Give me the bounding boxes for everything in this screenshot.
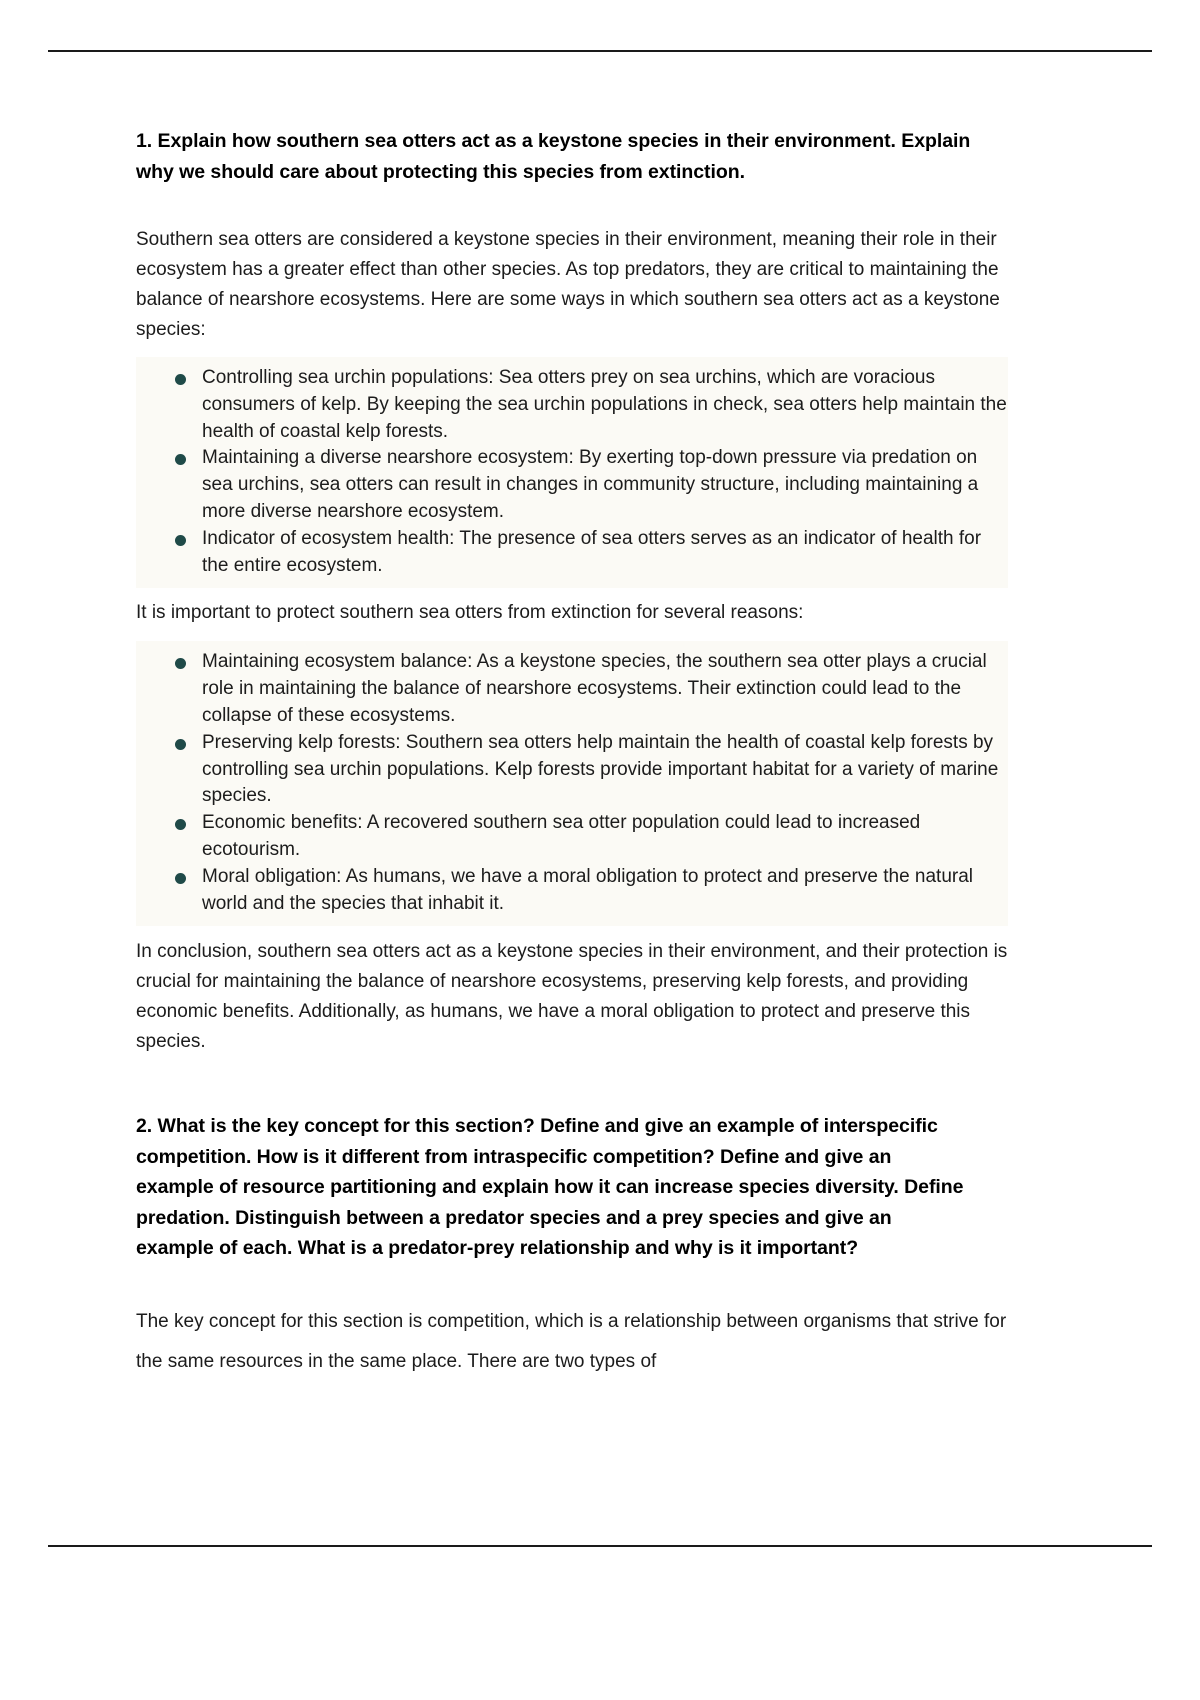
- protection-reasons-list: [136, 649, 1008, 917]
- spacer: [136, 187, 1012, 225]
- question-1-intro-paragraph: Southern sea otters are considered a keystone species in their environment, meaning their role in their ecosystem has a greater effect than other species. As top predators, they are critical to maintaining the balance of nearshore ecosystems. Here are some ways in which southern sea otters act as a keystone species:: [136, 229, 1000, 340]
- document-content: [136, 126, 1012, 1382]
- list-item-label: Moral obligation: As humans, we have a moral obligation to protect and preserve the natural world and the species that inhabit it.: [202, 865, 974, 914]
- list-item: [172, 445, 1008, 525]
- list-item-label: Indicator of ecosystem health: The presence of sea otters serves as an indicator of health for the entire ecosystem.: [202, 527, 982, 576]
- keystone-roles-list: [136, 365, 1008, 579]
- bullet-dot-icon: [175, 658, 186, 669]
- bullet-dot-icon: [175, 873, 186, 884]
- spacer: [136, 1264, 1012, 1302]
- list-item-label: Economic benefits: A recovered southern sea otter population could lead to increased ecotourism.: [202, 812, 921, 860]
- list-item: [172, 810, 1008, 864]
- question-1-heading: 1. Explain how southern sea otters act as a keystone species in their environment. Explain why we should care about protecting this species from extinction.: [136, 130, 971, 183]
- question-1-conclusion-paragraph: In conclusion, southern sea otters act as a keystone species in their environment, and their protection is crucial for maintaining the balance of nearshore ecosystems, preserving kelp forests, and providing economic benefits. Additionally, as humans, we have a moral obligation to protect and preserve this species.: [136, 941, 1008, 1053]
- bullet-dot-icon: [175, 819, 186, 830]
- list-item: [172, 649, 1008, 729]
- spacer: [136, 1057, 1012, 1111]
- list-item-label: Maintaining ecosystem balance: As a keystone species, the southern sea otter plays a crucial role in maintaining the balance of nearshore ecosystems. Their extinction could lead to the collapse of these ecosystems.: [202, 651, 987, 726]
- list-item: [172, 365, 1008, 445]
- list-item: [172, 864, 1008, 918]
- keystone-roles-bullet-block: [136, 357, 1008, 588]
- list-item-label: Preserving kelp forests: Southern sea otters help maintain the health of coastal kelp forests by controlling sea urchin populations. Kelp forests provide important habitat for a variety of marine species.: [202, 731, 999, 807]
- list-item-label: Controlling sea urchin populations: Sea otters prey on sea urchins, which are voracious consumers of kelp. By keeping the sea urchin populations in check, sea otters help maintain the health of coastal kelp forests.: [202, 367, 1007, 442]
- question-2-paragraph: The key concept for this section is competition, which is a relationship between organisms that strive for the same resources in the same place. There are two types of: [136, 1310, 1007, 1372]
- page-bottom-rule: [48, 1545, 1152, 1547]
- protection-reasons-lead-in: It is important to protect southern sea otters from extinction for several reasons:: [136, 602, 804, 624]
- bullet-dot-icon: [175, 535, 186, 546]
- protection-reasons-bullet-block: [136, 641, 1008, 926]
- bullet-dot-icon: [175, 739, 186, 750]
- page-top-rule: [48, 50, 1152, 52]
- bullet-dot-icon: [175, 454, 186, 465]
- list-item-label: Maintaining a diverse nearshore ecosystem: By exerting top-down pressure via predation on sea urchins, sea otters can result in changes in community structure, including maintaining a more diverse nearshore ecosystem.: [202, 447, 979, 522]
- list-item: [172, 730, 1008, 810]
- list-item: [172, 526, 1008, 580]
- bullet-dot-icon: [175, 374, 186, 385]
- question-2-heading: 2. What is the key concept for this section? Define and give an example of interspecific competition. How is it different from intraspecific competition? Define and give an example of resource partitioning and explain how it can increase species diversity. Define predation. Distinguish between a predator species and a prey species and give an example of each. What is a predator-prey relationship and why is it important?: [136, 1115, 964, 1260]
